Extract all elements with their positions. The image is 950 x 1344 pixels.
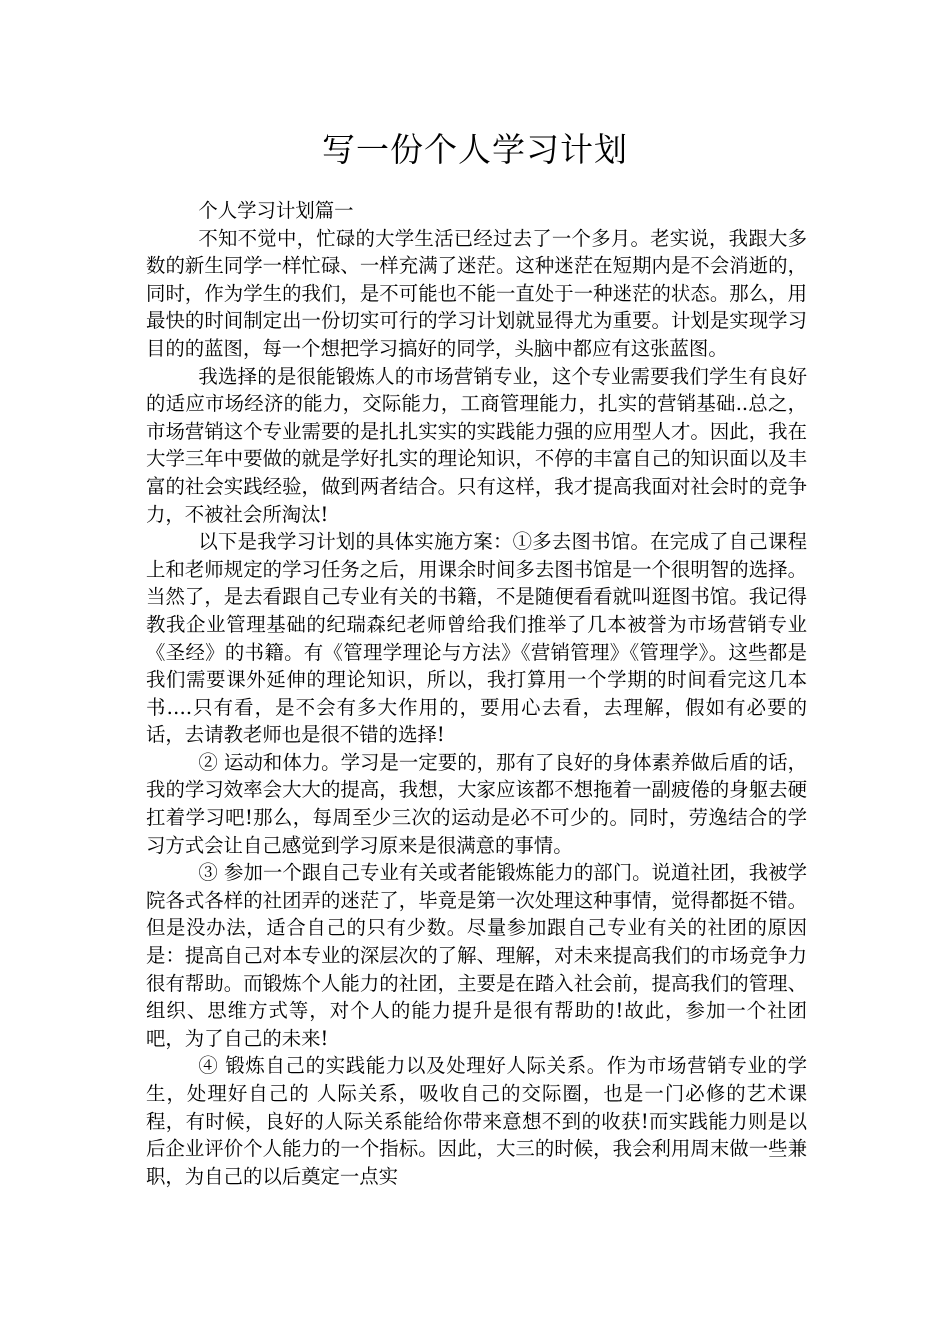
paragraph-practice-plan: ④ 锻炼自己的实践能力以及处理好人际关系。作为市场营销专业的学生，处理好自己的 人际关系，吸收自己的交际圈，也是一门必修的艺术课程，有时候，良好的人际关系能给你带来意想不到的收获!而实践能力则是以后企业评价个人能力的一个指标。因此，大三的时候，我会利用周末做一些兼职，为自己的以后奠定一点实 [146,1054,807,1188]
section-heading: 个人学习计划篇一 [198,199,354,222]
paragraph-major: 我选择的是很能锻炼人的市场营销专业，这个专业需要我们学生有良好的适应市场经济的能力，交际能力，工商管理能力，扎实的营销基础..总之，市场营销这个专业需要的是扎扎实实的实践能力强的应用型人才。因此，我在大学三年中要做的就是学好扎实的理论知识，不停的丰富自己的知识面以及丰富的社会实践经验，做到两者结合。只有这样，我才提高我面对社会时的竞争力，不被社会所淘汰! [146,364,807,526]
document-title: 写一份个人学习计划 [322,130,628,169]
document-body [146,197,807,1190]
paragraph-exercise-plan: ② 运动和体力。学习是一定要的，那有了良好的身体素养做后盾的话，我的学习效率会大大的提高，我想，大家应该都不想拖着一副疲倦的身躯去硬扛着学习吧!那么，每周至少三次的运动是必不可少的。同时，劳逸结合的学习方式会让自己感觉到学习原来是很满意的事情。 [146,750,807,857]
paragraph-library-plan: 以下是我学习计划的具体实施方案：①多去图书馆。在完成了自己课程上和老师规定的学习任务之后，用课余时间多去图书馆是一个很明智的选择。当然了，是去看跟自己专业有关的书籍，不是随便看看就叫逛图书馆。我记得教我企业管理基础的纪瑞森纪老师曾给我们推举了几本被誉为市场营销专业《圣经》的书籍。有《管理学理论与方法》《营销管理》《管理学》。这些都是我们需要课外延伸的理论知识，所以，我打算用一个学期的时间看完这几本书….只有看，是不会有多大作用的，要用心去看，去理解，假如有必要的话，去请教老师也是很不错的选择! [146,530,807,747]
paragraph-club-plan: ③ 参加一个跟自己专业有关或者能锻炼能力的部门。说道社团，我被学院各式各样的社团弄的迷茫了，毕竟是第一次处理这种事情，觉得都挺不错。但是没办法，适合自己的只有少数。尽量参加跟自己专业有关的社团的原因是：提高自己对本专业的深层次的了解、理解，对未来提高我们的市场竞争力很有帮助。而锻炼个人能力的社团，主要是在踏入社会前，提高我们的管理、组织、思维方式等，对个人的能力提升是很有帮助的!故此，参加一个社团吧，为了自己的未来! [146,861,807,1050]
paragraph-intro: 不知不觉中，忙碌的大学生活已经过去了一个多月。老实说，我跟大多数的新生同学一样忙碌、一样充满了迷茫。这种迷茫在短期内是不会消逝的，同时，作为学生的我们，是不可能也不能一直处于一种迷茫的状态。那么，用最快的时间制定出一份切实可行的学习计划就显得尤为重要。计划是实现学习目的的蓝图，每一个想把学习搞好的同学，头脑中都应有这张蓝图。 [146,226,807,360]
